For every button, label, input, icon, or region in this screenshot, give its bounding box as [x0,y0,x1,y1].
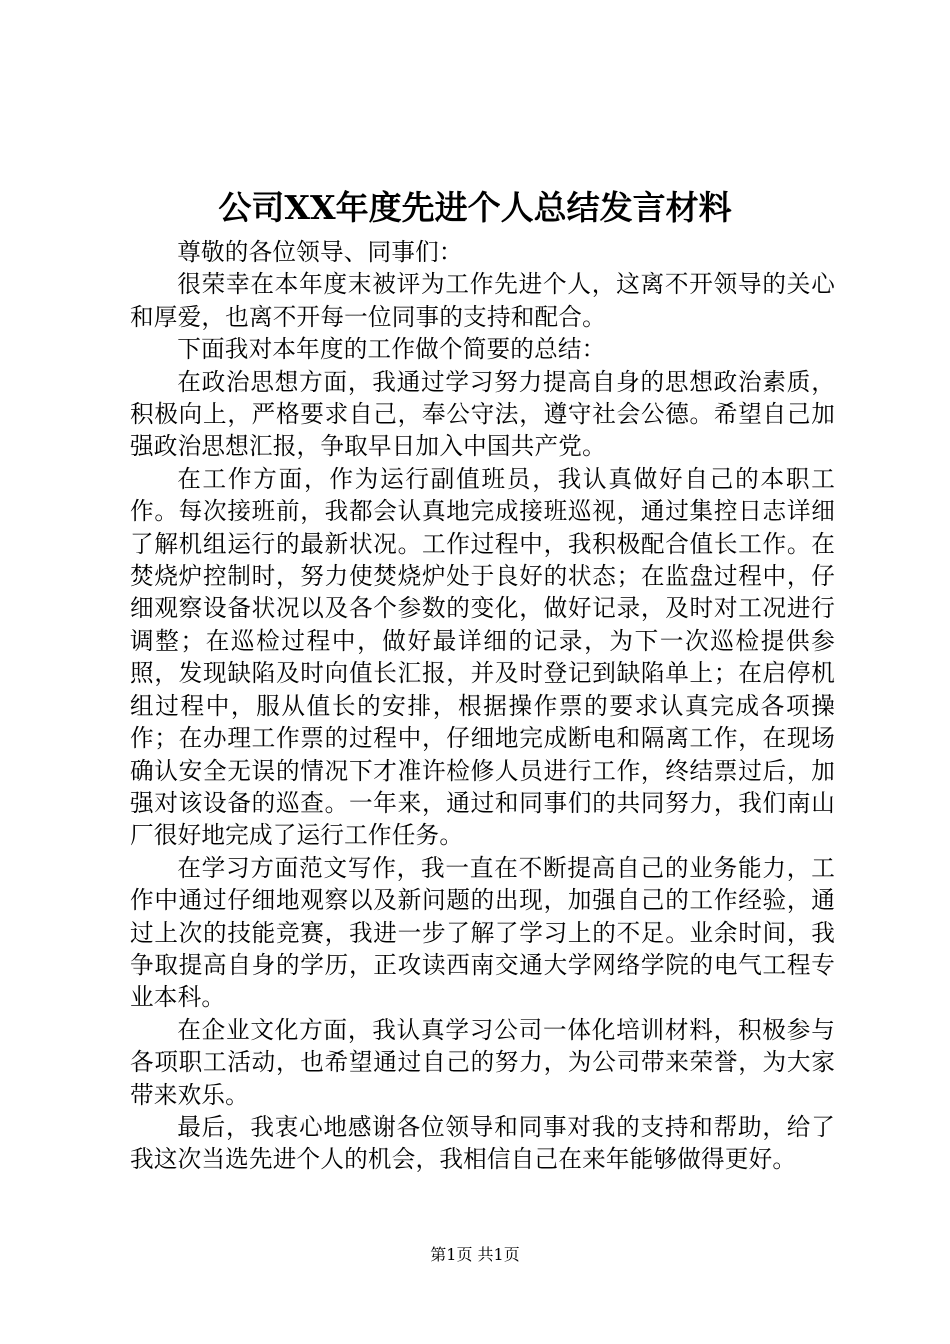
paragraph-thanks: 很荣幸在本年度末被评为工作先进个人，这离不开领导的关心和厚爱，也离不开每一位同事的支持和配合。 [130,270,835,331]
paragraph-work: 在工作方面，作为运行副值班员，我认真做好自己的本职工作。每次接班前，我都会认真地完成接班巡视，通过集控日志详细了解机组运行的最新状况。工作过程中，我积极配合值长工作。在焚烧炉控制时，努力使焚烧炉处于良好的状态；在监盘过程中，仔细观察设备状况以及各个参数的变化，做好记录，及时对工况进行调整；在巡检过程中，做好最详细的记录，为下一次巡检提供参照，发现缺陷及时向值长汇报，并及时登记到缺陷单上；在启停机组过程中，服从值长的安排，根据操作票的要求认真完成各项操作；在办理工作票的过程中，仔细地完成断电和隔离工作，在现场确认安全无误的情况下才准许检修人员进行工作，终结票过后，加强对该设备的巡查。一年来，通过和同事们的共同努力，我们南山厂很好地完成了运行工作任务。 [130,464,835,850]
document-title: 公司XX年度先进个人总结发言材料 [218,188,732,227]
paragraph-closing: 最后，我衷心地感谢各位领导和同事对我的支持和帮助，给了我这次当选先进个人的机会，我相信自己在来年能够做得更好。 [130,1112,835,1174]
page-footer: 第1页 共1页 [430,1245,520,1264]
paragraph-political: 在政治思想方面，我通过学习努力提高自身的思想政治素质，积极向上，严格要求自己，奉公守法，遵守社会公德。希望自己加强政治思想汇报，争取早日加入中国共产党。 [130,367,835,461]
paragraph-salutation: 尊敬的各位领导、同事们： [177,238,463,266]
paragraph-study: 在学习方面范文写作，我一直在不断提高自己的业务能力，工作中通过仔细地观察以及新问题的出现，加强自己的工作经验，通过上次的技能竞赛，我进一步了解了学习上的不足。业余时间，我争取提高自身的学历，正攻读西南交通大学网络学院的电气工程专业本科。 [130,853,835,1012]
paragraph-culture: 在企业文化方面，我认真学习公司一体化培训材料，积极参与各项职工活动，也希望通过自己的努力，为公司带来荣誉，为大家带来欢乐。 [130,1015,835,1109]
paragraph-intro: 下面我对本年度的工作做个简要的总结： [177,335,606,364]
document-body [130,236,835,1176]
